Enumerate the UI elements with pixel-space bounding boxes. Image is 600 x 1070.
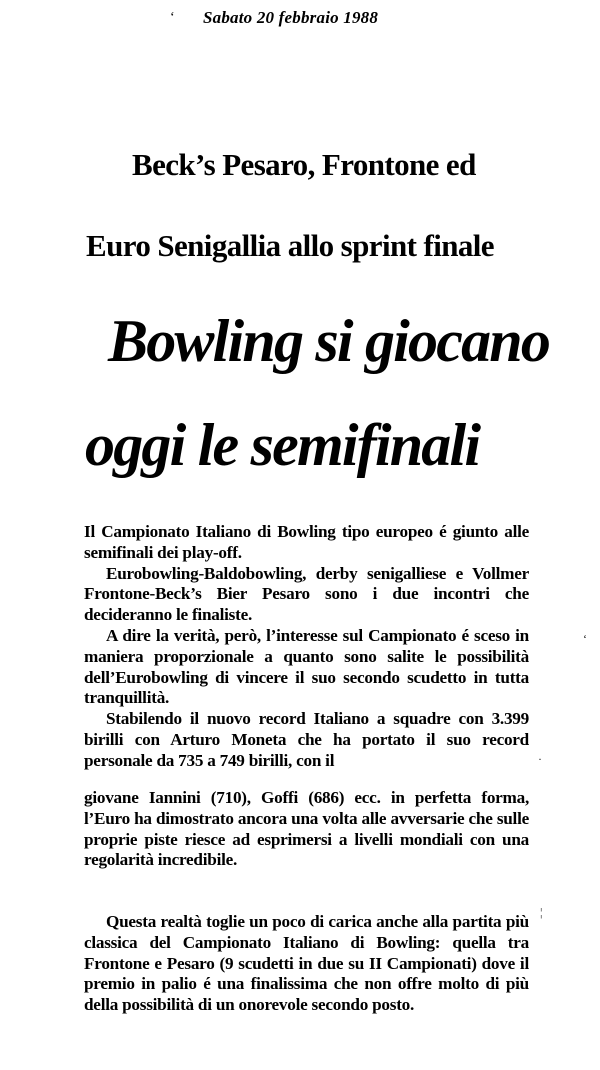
article-body-column-1 xyxy=(84,522,529,772)
article-body-column-2 xyxy=(84,788,529,871)
article-body-column-3 xyxy=(84,912,529,1016)
margin-mark: · xyxy=(538,752,542,766)
paragraph-1: Il Campionato Italiano di Bowling tipo europeo é giunto alle semifinali dei play-off. xyxy=(84,522,529,562)
article-date: Sabato 20 febbraio 1988 xyxy=(203,8,379,27)
subheadline-line-1: Beck’s Pesaro, Frontone ed xyxy=(132,147,476,182)
paragraph-6: Questa realtà toglie un poco di carica anche alla partita più classica del Campionato Italiano di Bowling: quella tra Frontone e Pesaro (9 scudetti in due su II Campionati) dove il premio in palio é una finalissima che non offre molto di più della possibilità di un onorevole secondo posto. xyxy=(84,912,529,1015)
paragraph-5: giovane Iannini (710), Goffi (686) ecc. in perfetta forma, l’Euro ha dimostrato ancora una volta alle avversarie che sulle proprie piste riesce ad esprimersi a livelli mondiali con una regolarità incredibile. xyxy=(84,788,529,870)
headline-line-2: oggi le semifinali xyxy=(85,412,480,478)
subheadline-line-2: Euro Senigallia allo sprint finale xyxy=(86,228,494,263)
paragraph-4: Stabilendo il nuovo record Italiano a squadre con 3.399 birilli con Arturo Moneta che ha portato il suo record personale da 735 a 749 birilli, con il xyxy=(84,709,529,770)
margin-mark: ʻ xyxy=(583,632,587,646)
paragraph-3: A dire la verità, però, l’interesse sul Campionato é sceso in maniera proporzionale a quanto sono salite le possibilità dell’Eurobowling di vincere il suo secondo scudetto in tutta tranquillità. xyxy=(84,625,529,708)
margin-mark: ¦ xyxy=(540,905,543,919)
paragraph-2: Eurobowling-Baldobowling, derby senigalliese e Vollmer Frontone-Beck’s Bier Pesaro sono i due incontri che decideranno le finaliste. xyxy=(84,563,529,625)
headline-line-1: Bowling si giocano xyxy=(108,308,550,374)
margin-mark: ʻ xyxy=(170,10,175,25)
